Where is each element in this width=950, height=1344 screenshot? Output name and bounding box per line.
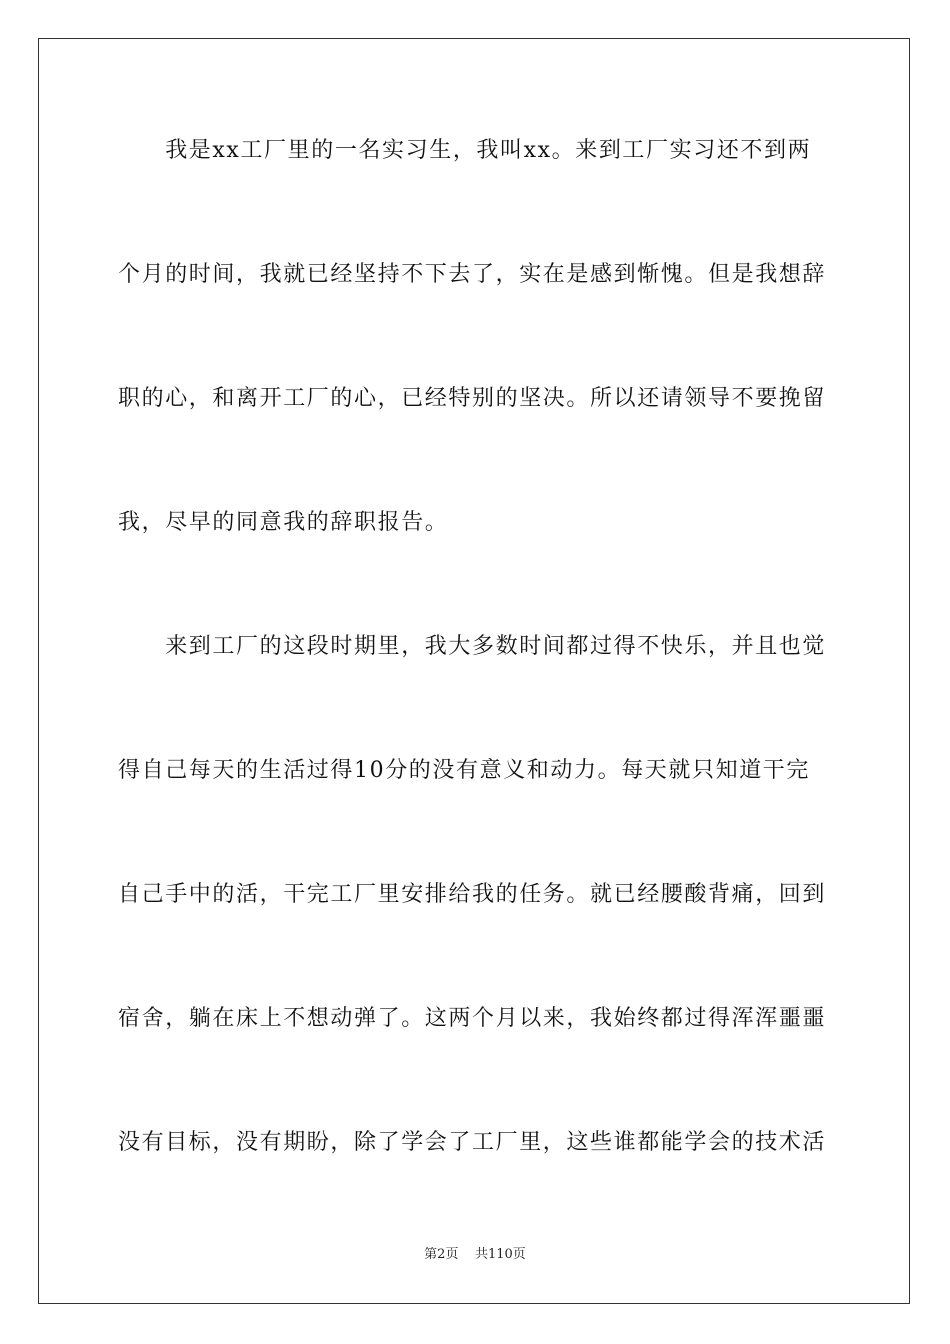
page-total: 共110页 [474, 1247, 526, 1262]
paragraph-line: 个月的时间，我就已经坚持不下去了，实在是感到惭愧。但是我想辞 [118, 262, 827, 287]
paragraph-line: 来到工厂的这段时期里，我大多数时间都过得不快乐，并且也觉 [118, 634, 827, 659]
page-border [38, 38, 910, 1304]
page-footer [0, 1246, 950, 1264]
paragraph-line: 职的心，和离开工厂的心，已经特别的坚决。所以还请领导不要挽留 [118, 386, 827, 411]
paragraph-line: 我是xx工厂里的一名实习生，我叫xx。来到工厂实习还不到两 [118, 138, 812, 163]
paragraph-line: 没有目标，没有期盼，除了学会了工厂里，这些谁都能学会的技术活 [118, 1130, 827, 1155]
paragraph-line: 自己手中的活，干完工厂里安排给我的任务。就已经腰酸背痛，回到 [118, 882, 827, 907]
paragraph-line: 得自己每天的生活过得10分的没有意义和动力。每天就只知道干完 [118, 758, 810, 783]
page-number: 第2页 [424, 1247, 459, 1262]
paragraph-line: 宿舍，躺在床上不想动弹了。这两个月以来，我始终都过得浑浑噩噩 [118, 1006, 827, 1031]
paragraph-line: 我，尽早的同意我的辞职报告。 [118, 510, 449, 535]
